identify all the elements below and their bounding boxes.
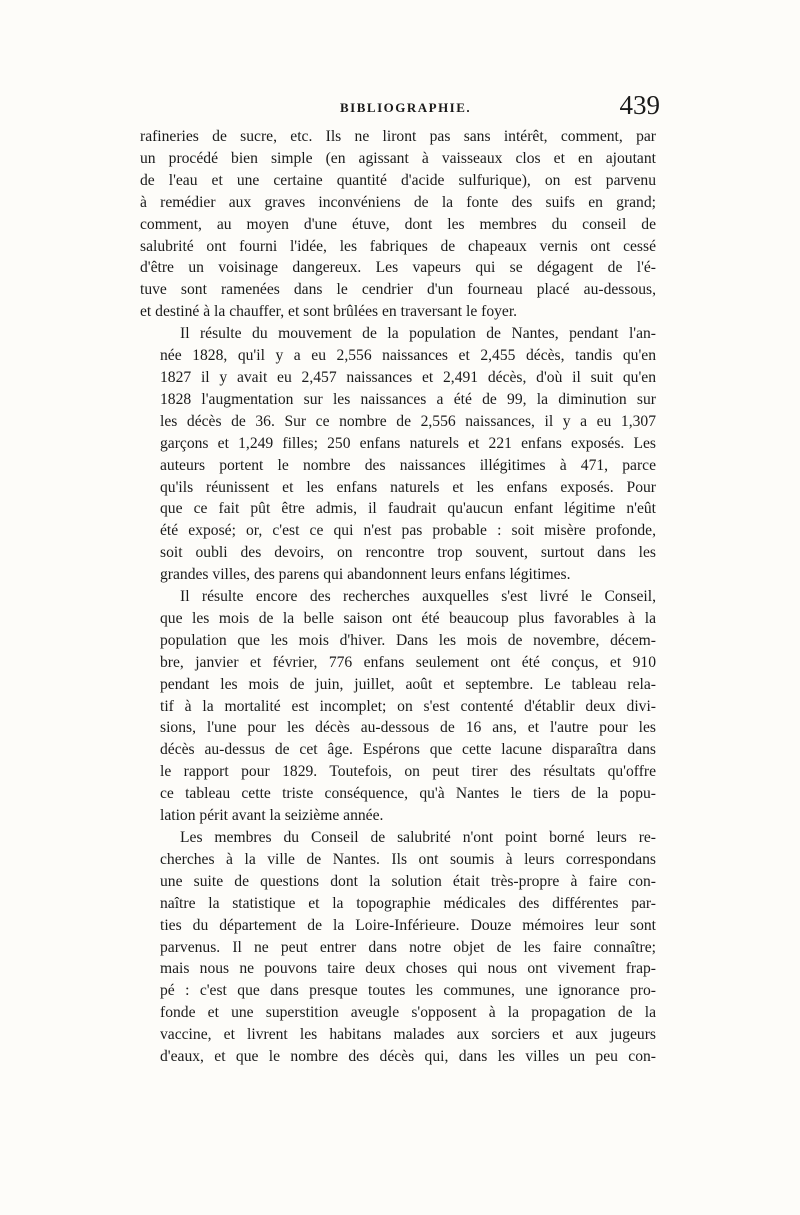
text-line: Les membres du Conseil de salubrité n'ont point borné leurs re- xyxy=(180,829,656,846)
text-line: garçons et 1,249 filles; 250 enfans naturels et 221 enfans exposés. Les xyxy=(160,434,656,452)
text-line: sions, l'une pour les décès au-dessous de 16 ans, et l'autre pour les xyxy=(160,719,656,737)
text-line: mais nous ne pouvons taire deux choses qui nous ont vivement frap- xyxy=(160,960,656,978)
text-line: les décès de 36. Sur ce nombre de 2,556 naissances, il y a eu 1,307 xyxy=(160,412,656,430)
text-line: salubrité ont fourni l'idée, les fabriques de chapeaux vernis ont cessé xyxy=(140,237,656,255)
text-line: que les mois de la belle saison ont été beaucoup plus favorables à la xyxy=(160,609,656,627)
text-line: tif à la mortalité est incomplet; on s'est contenté d'établir deux divi- xyxy=(160,697,656,715)
text-line: rafineries de sucre, etc. Ils ne liront pas sans intérêt, comment, par xyxy=(140,128,656,145)
text-line: un procédé bien simple (en agissant à vaisseaux clos et en ajoutant xyxy=(140,149,656,167)
text-line: qu'ils réunissent et les enfans naturels et les enfans exposés. Pour xyxy=(160,478,656,496)
text-line: pendant les mois de juin, juillet, août et septembre. Le tableau rela- xyxy=(160,675,656,693)
text-line: été exposé; or, c'est ce qui n'est pas probable : soit misère profonde, xyxy=(160,522,656,540)
text-line: pé : c'est que dans presque toutes les communes, une ignorance pro- xyxy=(160,982,656,1000)
text-line: tuve sont ramenées dans le cendrier d'un fourneau placé au-dessous, xyxy=(140,281,656,299)
text-line: décès au-dessus de cet âge. Espérons que cette lacune disparaîtra dans xyxy=(160,741,656,759)
text-line: d'être un voisinage dangereux. Les vapeurs qui se dégagent de l'é- xyxy=(140,259,656,277)
text-line: à remédier aux graves inconvéniens de la fonte des suifs en grand; xyxy=(140,193,656,211)
text-line: née 1828, qu'il y a eu 2,556 naissances et 2,455 décès, tandis qu'en xyxy=(160,347,656,365)
text-line: Il résulte encore des recherches auxquelles s'est livré le Conseil, xyxy=(180,588,656,606)
text-line: comment, au moyen d'une étuve, dont les membres du conseil de xyxy=(140,215,656,233)
text-line: 1827 il y avait eu 2,457 naissances et 2,491 décès, d'où il suit qu'en xyxy=(160,368,656,386)
text-line: lation périt avant la seizième année. xyxy=(160,807,384,825)
text-line: ties du département de la Loire-Inférieure. Douze mémoires leur sont xyxy=(160,916,656,934)
text-line: Il résulte du mouvement de la population de Nantes, pendant l'an- xyxy=(180,325,656,343)
body-text xyxy=(140,126,656,1068)
page-number: 439 xyxy=(619,90,660,120)
paragraph xyxy=(140,827,656,1068)
text-line: parvenus. Il ne peut entrer dans notre objet de les faire connaître; xyxy=(160,938,656,956)
text-line: une suite de questions dont la solution était très-propre à faire con- xyxy=(160,872,656,890)
running-title: BIBLIOGRAPHIE. xyxy=(340,100,472,115)
text-line: 1828 l'augmentation sur les naissances a été de 99, la diminution sur xyxy=(160,390,656,408)
paragraph xyxy=(140,586,656,827)
text-line: le rapport pour 1829. Toutefois, on peut tirer des résultats qu'offre xyxy=(160,763,656,781)
text-line: soit oubli des devoirs, on rencontre trop souvent, surtout dans les xyxy=(160,544,656,562)
paragraph xyxy=(140,126,656,323)
text-line: grandes villes, des parens qui abandonnent leurs enfans légitimes. xyxy=(160,566,571,584)
text-line: cherches à la ville de Nantes. Ils ont soumis à leurs correspondans xyxy=(160,850,656,868)
text-line: auteurs portent le nombre des naissances illégitimes à 471, parce xyxy=(160,456,656,474)
text-line: naître la statistique et la topographie médicales des différentes par- xyxy=(160,894,656,912)
text-line: de l'eau et une certaine quantité d'acide sulfurique), on est parvenu xyxy=(140,171,656,189)
text-line: fonde et une superstition aveugle s'opposent à la propagation de la xyxy=(160,1004,656,1022)
text-line: vaccine, et livrent les habitans malades aux sorciers et aux jugeurs xyxy=(160,1026,656,1044)
text-line: ce tableau cette triste conséquence, qu'à Nantes le tiers de la popu- xyxy=(160,785,656,803)
text-line: population que les mois d'hiver. Dans les mois de novembre, décem- xyxy=(160,631,656,649)
paragraph xyxy=(140,323,656,586)
text-line: que ce fait pût être admis, il faudrait qu'aucun enfant légitime n'eût xyxy=(160,500,656,518)
text-line: d'eaux, et que le nombre des décès qui, dans les villes un peu con- xyxy=(160,1048,656,1066)
page-header xyxy=(140,90,660,124)
text-line: bre, janvier et février, 776 enfans seulement ont été conçus, et 910 xyxy=(160,653,656,671)
text-line: et destiné à la chauffer, et sont brûlées en traversant le foyer. xyxy=(140,303,518,321)
